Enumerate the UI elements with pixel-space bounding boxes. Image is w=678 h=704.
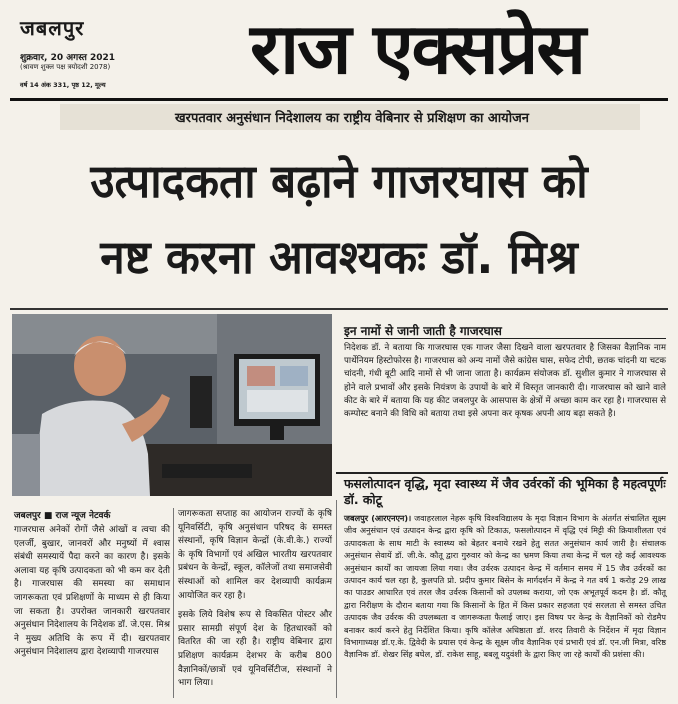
story2-text: जवाहरलाल नेहरू कृषि विश्वविद्यालय के मृदा विज्ञान विभाग के अंतर्गत संचालित सूक्ष्म जीव अनुसंधान एवं उत्पादन केन्द्र द्वारा कृषि को टिकाऊ, फसलोत्पादन में वृद्धि एवं मिट्टी की क्रियाशीलता एवं उत्पादकता के साथ माटी के स्वास्थ्य को बेहतर बनाये रखने हेतु सतत अनुसंधान कार्य जारी है। संचालक अनुसंधान सेवायें डॉ. जी.के. कौतू द्वारा गुरुवार को केन्द्र का भ्रमण किया तथा केन्द्र में चल रहे कई आवश्यक अनुसंधान कार्यों का जायजा लिया गया। जैव उर्वरक उत्पादन केन्द्र में वर्तमान समय में 15 जैव उर्वरकों का उत्पादन कार्य चल रहा है, कुलपति प्रो. प्रदीप कुमार बिसेन के मार्गदर्शन में केन्द्र ने गत वर्ष 1 करोड़ 29 लाख का पाउडर आधारित एवं तरल जैव उर्वरक किसानों को उपलब्ध कराया, जो एक अभूतपूर्व कदम है। डॉ. कौतू द्वारा निरीक्षण के दौरान बताया गया कि किसानों के हित में किस प्रकार सहजता एवं सरलता से समस्त उचित उत्पादक जैव उर्वरक की उपलब्धता व जागरूकता फैलाई जाए। इस विषय पर केन्द्र के वैज्ञानिकों को रोडमैप बनाकर कार्य करने हेतु निर्देशित किया। कृषि कॉलेज अधिष्ठाता डॉ. शरद तिवारी के निर्देशन में मृदा विज्ञान विभागाध्यक्ष डॉ.ए.के. द्विवेदी के प्रयास एवं केन्द्र के सूक्ष्म जीव वैज्ञानिक एवं प्रभारी एवं डॉ. एन.जी मित्रा, वरिष्ठ वैज्ञानिक डॉ. शेखर सिंह बघेल, डॉ. राकेश साहू, बबलू यदुवंशी के द्वारा किए जा रहे कार्यों की प्रशंसा की। — [344, 513, 666, 660]
kicker-text: खरपतवार अनुसंधान निदेशालय का राष्ट्रीय वेबिनार से प्रशिक्षण का आयोजन — [175, 111, 529, 126]
headline-line-1: उत्पादकता बढ़ाने गाजरघास को — [90, 154, 588, 208]
column-divider — [173, 508, 174, 698]
story2-headline: फसलोत्पादन वृद्धि, मृदा स्वास्थ्य में जैव उर्वरकों की भूमिका है महत्वपूर्णः डॉ. कोटू — [344, 476, 666, 507]
issue-date: शुक्रवार, 20 अगस्त 2021 — [20, 53, 116, 63]
story1-column-1: गाजरघास अनेकों रोगों जैसे आंखों व त्वचा की एलर्जी, बुखार, जानवरों और मनुष्यों में श्वास संबंधी समस्यायें पैदा करने का कारण है। इसके अलावा यह कृषि उत्पादकता को भी कम कर देती है। गाजरघास की समस्या का समाधान जागरूकता एवं प्रशिक्षणों के माध्यम से ही किया जा सकता है। उपरोक्त जानकारी खरपतवार अनुसंधान निदेशालय के निदेशक डॉ. जे.एस. मिश्र ने मुख्य अतिथि के रूप में दी। खरपतवार अनुसंधान निदेशालय द्वारा देशव्यापी गाजरघास — [14, 525, 170, 658]
story1-byline: जबलपुर ■ राज न्यूज नेटवर्क — [14, 511, 111, 521]
story1-column-2-para-1: जागरूकता सप्ताह का आयोजन राज्यों के कृषि यूनिवर्सिटी, कृषि अनुसंधान परिषद के समस्त संस्थानों, कृषि विज्ञान केन्द्रों (के.वी.के.) राज्यों के कृषि विभागों एवं अखिल भारतीय खरपतवार प्रबंधन के केन्द्रों, स्कूल, कॉलेजों तथा समाजसेवी संस्थाओं को शामिल कर देशव्यापी कार्यक्रम आयोजित कर रहा है। — [178, 509, 332, 601]
story2-divider — [336, 472, 668, 474]
story1-column-2-para-2: इसके लिये विशेष रूप से विकसित पोस्टर और प्रसार सामग्री संपूर्ण देश के हितधारकों को वितरित की जा रही है। राष्ट्रीय वेबिनार द्वारा प्रशिक्षण कार्यक्रम देशभर के करीब 800 वैज्ञानिकों/छात्रों एवं यूनिवर्सिटीज, संस्थानों ने भाग लिया। — [178, 610, 332, 689]
story2-dateline: जबलपुर (आरएनएन)। — [344, 513, 412, 523]
headline-line-2: नष्ट करना आवश्यकः डॉ. मिश्र — [100, 230, 578, 284]
story1-column-2 — [178, 508, 332, 691]
story2-body — [344, 512, 666, 661]
edition-info: वर्ष 14 अंक 331, पृष्ठ 12, मूल्य — [20, 81, 106, 89]
photo-illustration — [12, 314, 332, 496]
panchang-date: (श्रावण शुक्ल पक्ष त्रयोदशी 2078) — [20, 63, 111, 71]
city-name: जबलपुर — [20, 16, 85, 40]
sidebar-title: इन नामों से जानी जाती है गाजरघास — [344, 324, 502, 338]
newspaper-logo: राज एक्सप्रेस — [250, 7, 584, 90]
sidebar-divider — [344, 338, 666, 339]
column-divider — [336, 500, 337, 698]
sidebar-body: निदेशक डॉ. ने बताया कि गाजरघास एक गाजर जैसा दिखने वाला खरपतवार है जिसका वैज्ञानिक नाम पार्थेनियम हिस्टोफोरस है। गाजरघास को अन्य नामों जैसे कांग्रेस घास, सफेद टोपी, छतक चांदनी या चटक चांदनी, गंधी बूटी आदि नामों से भी जाना जाता है। कार्यक्रम संयोजक डॉ. सुशील कुमार ने गाजरघास से होने वाले प्रभावों और इसके नियंत्रण के उपायों के बारे में विस्तृत जानकारी दी। गाजरघास को खाने वाले कीट के बारे में बताया कि यह कीट जबलपुर के आसपास के क्षेत्रों में अच्छा काम कर रहा है। गाजरघास से कम्पोस्ट बनाने की विधि को बताया तथा इसे अपना कर कृषक अपनी आय बढ़ा सकते है। — [344, 343, 666, 420]
masthead-divider — [10, 98, 668, 101]
headline-divider — [10, 308, 668, 310]
news-photo — [12, 314, 332, 496]
